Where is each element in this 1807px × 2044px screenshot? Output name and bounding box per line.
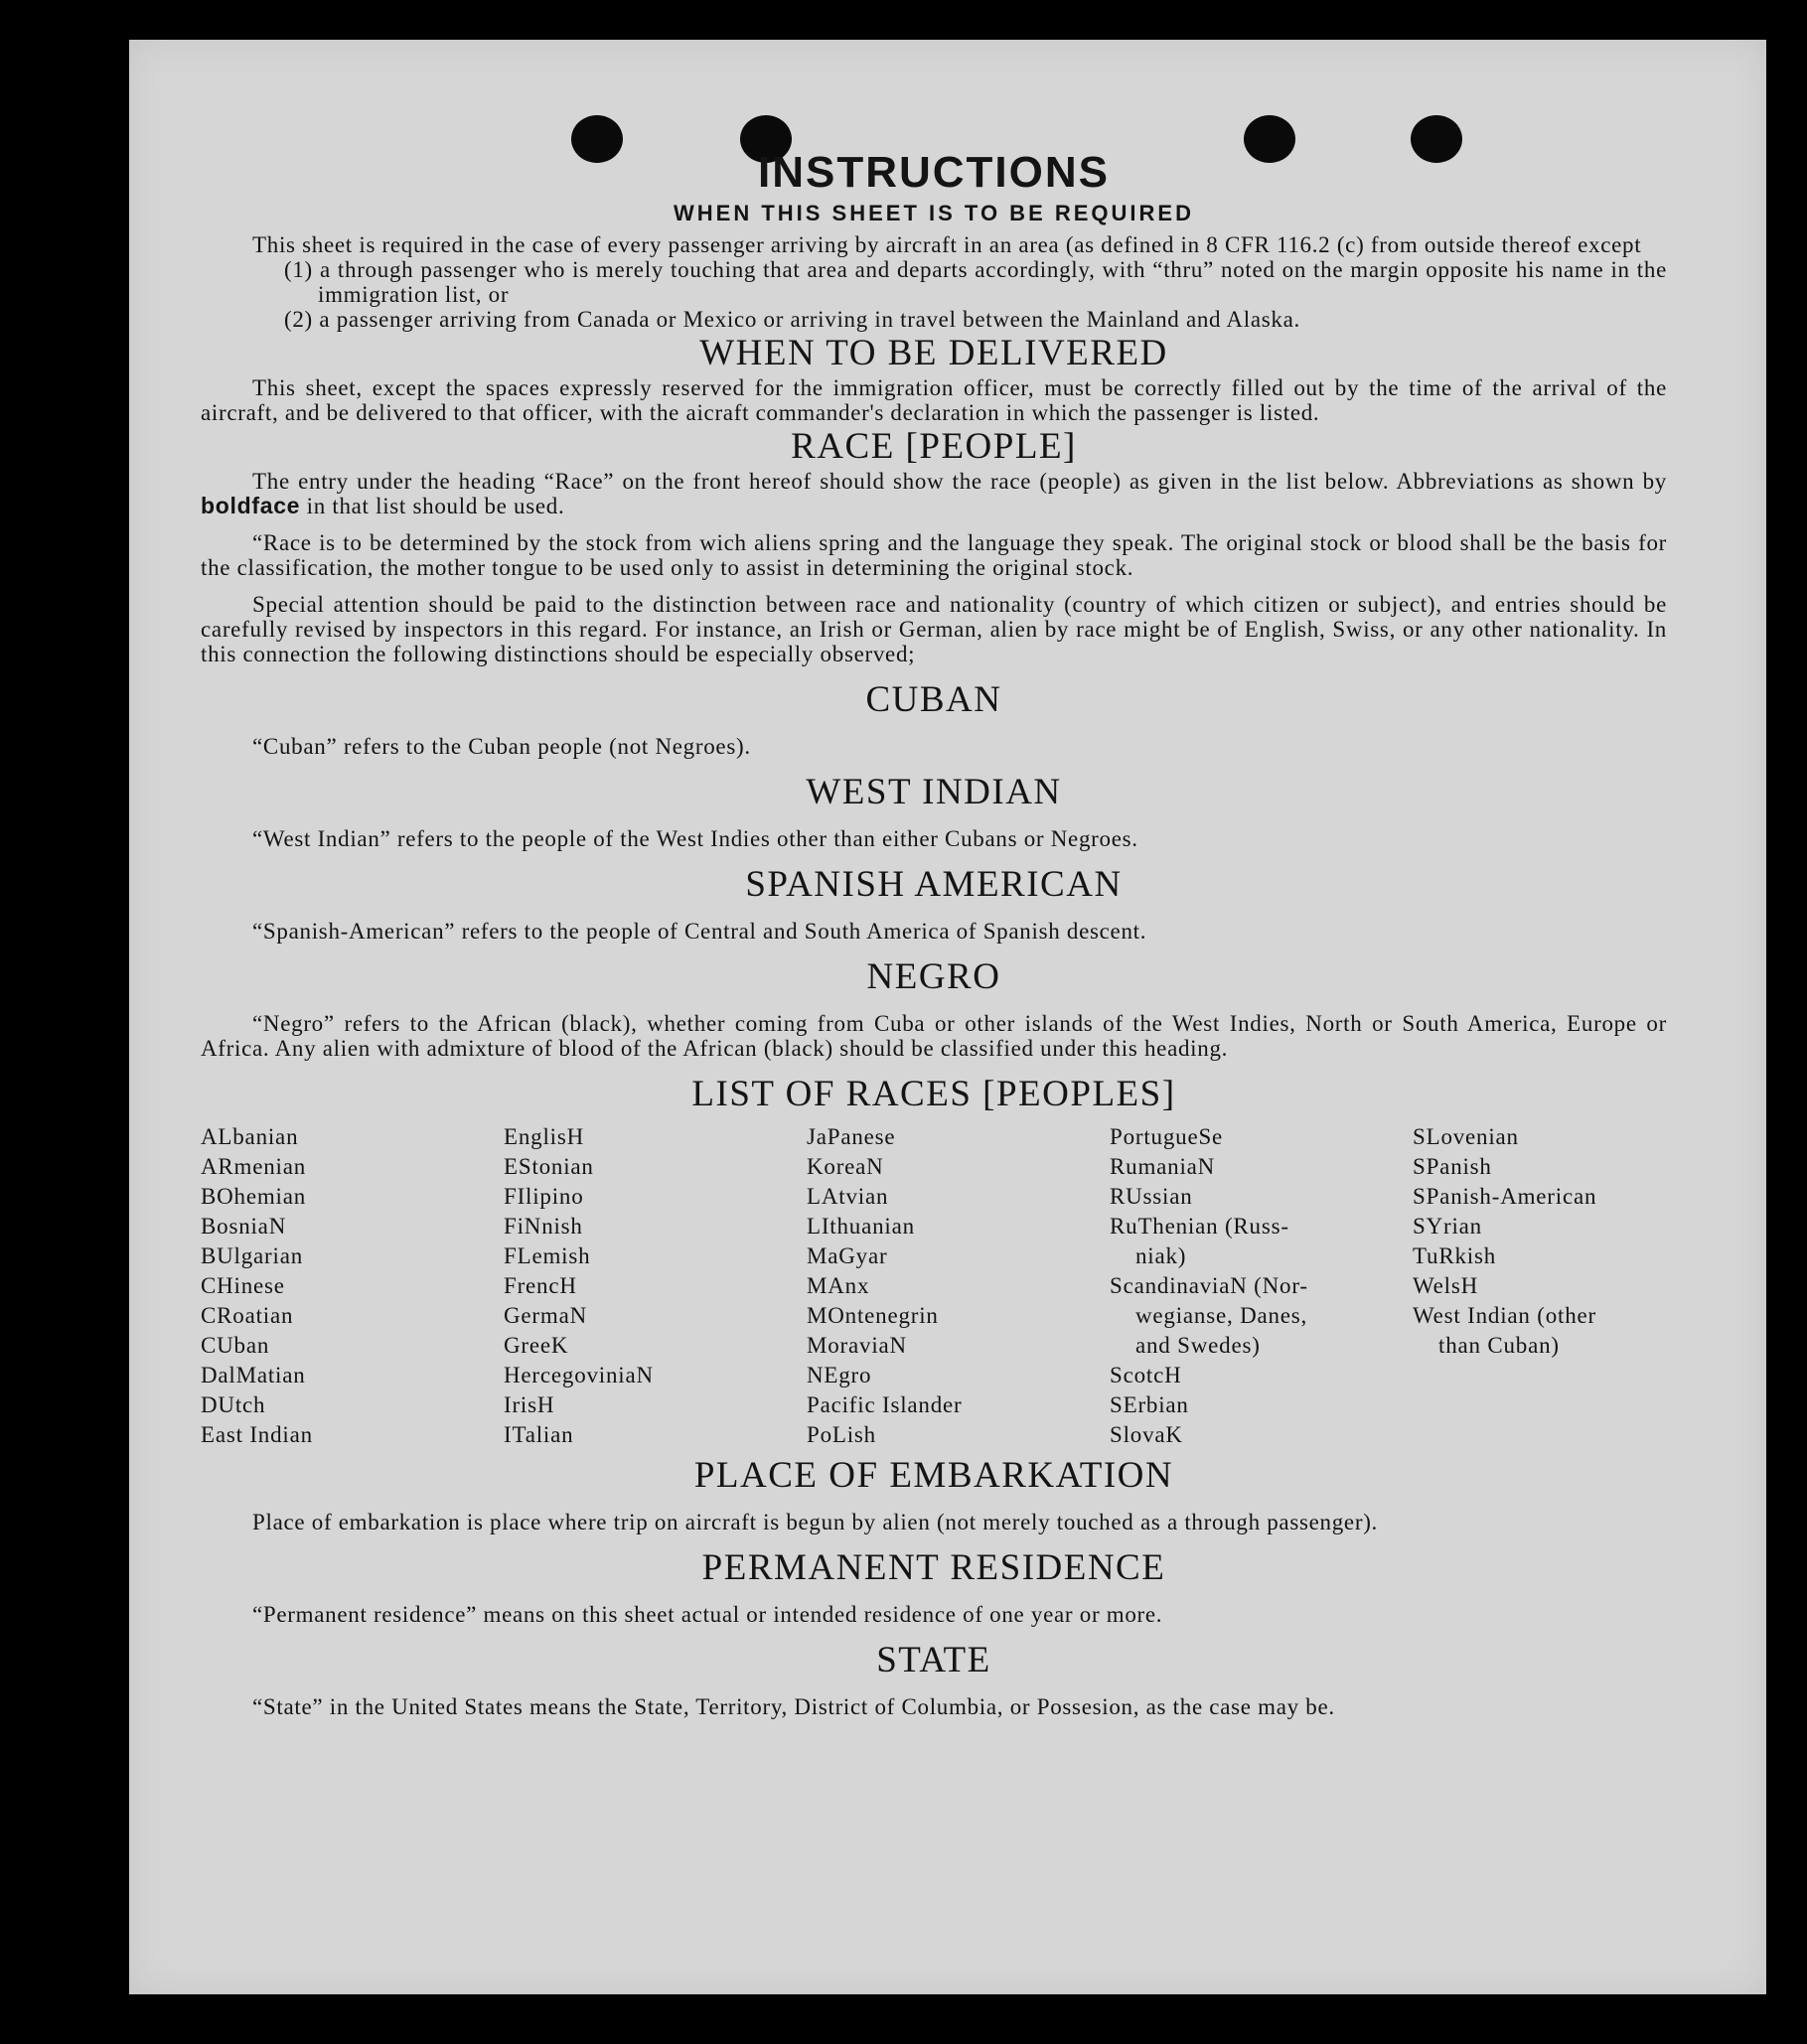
exception-2: (2) a passenger arriving from Canada or Mexico or arriving in travel between the Mainland and Alaska. [284, 307, 1300, 332]
boldface-word: boldface [201, 493, 301, 518]
list-item: FIlipino [504, 1184, 584, 1209]
spanish-american-paragraph: “Spanish-American” refers to the people of Central and South America of Spanish descent. [252, 919, 1147, 944]
list-item: SLovenian [1413, 1124, 1519, 1149]
spanish-american-heading: SPANISH AMERICAN [745, 864, 1123, 905]
list-item: ScandinaviaN (Nor- [1110, 1273, 1308, 1298]
list-item: SPanish-American [1413, 1184, 1597, 1209]
race-paragraph-3: Special attention should be paid to the distinction between race and nationality (country of which citizen or subject), and entries should be carefully revised by inspectors in this regard. For instance, an Irish or German, alien by race might be of English, Swiss, or any other nationality. In this connection the following distinctions should be especially observed; [201, 592, 1667, 666]
list-item: FiNnish [504, 1214, 583, 1239]
list-item: West Indian (other [1413, 1303, 1596, 1328]
list-item: MOntenegrin [807, 1303, 939, 1328]
list-item: MoraviaN [807, 1333, 907, 1358]
list-item: MaGyar [807, 1243, 888, 1268]
document-sheet [129, 40, 1766, 1994]
races-column-2 [504, 1122, 807, 1450]
list-item: Pacific Islander [807, 1392, 963, 1417]
list-item: RuThenian (Russ- [1110, 1214, 1289, 1239]
races-column-5 [1413, 1122, 1667, 1450]
list-item: CHinese [201, 1273, 285, 1298]
list-item: IrisH [504, 1392, 555, 1417]
cuban-paragraph: “Cuban” refers to the Cuban people (not Negroes). [252, 734, 751, 759]
race-heading: RACE [PEOPLE] [791, 426, 1077, 467]
list-item: BUlgarian [201, 1243, 304, 1268]
cuban-heading: CUBAN [865, 679, 1002, 720]
residence-heading: PERMANENT RESIDENCE [701, 1547, 1166, 1588]
list-item: ALbanian [201, 1124, 299, 1149]
list-item: TuRkish [1413, 1243, 1497, 1268]
list-item: HercegoviniaN [504, 1363, 654, 1387]
races-list [201, 1122, 1667, 1450]
list-item: SPanish [1413, 1154, 1492, 1179]
embarkation-paragraph: Place of embarkation is place where trip on aircraft is begun by alien (not merely touched as a through passenger). [252, 1510, 1379, 1534]
list-item: GermaN [504, 1303, 587, 1328]
races-column-1 [201, 1122, 504, 1450]
list-item: SlovaK [1110, 1422, 1183, 1447]
state-heading: STATE [876, 1640, 991, 1680]
list-item: RUssian [1110, 1184, 1193, 1209]
list-item-continuation: niak) [1135, 1243, 1187, 1268]
delivered-heading: WHEN TO BE DELIVERED [699, 333, 1168, 373]
list-item: PortugueSe [1110, 1124, 1224, 1149]
races-column-3 [807, 1122, 1110, 1450]
races-list-heading: LIST OF RACES [PEOPLES] [691, 1074, 1176, 1114]
list-item: SErbian [1110, 1392, 1189, 1417]
list-item: CUban [201, 1333, 270, 1358]
list-item: LIthuanian [807, 1214, 915, 1239]
list-item: NEgro [807, 1363, 872, 1387]
embarkation-heading: PLACE OF EMBARKATION [693, 1455, 1174, 1496]
race-p1-text-end: in that list should be used. [300, 494, 565, 518]
list-item: FrencH [504, 1273, 577, 1298]
list-item: RumaniaN [1110, 1154, 1216, 1179]
negro-heading: NEGRO [866, 956, 1001, 997]
delivered-paragraph: This sheet, except the spaces expressly reserved for the immigration officer, must be correctly filled out by the time of the arrival of the aircraft, and be delivered to that officer, with the aicraft commander's declaration in which the passenger is listed. [201, 375, 1667, 425]
west-indian-heading: WEST INDIAN [806, 772, 1062, 812]
list-item: JaPanese [807, 1124, 896, 1149]
list-item: ARmenian [201, 1154, 307, 1179]
instructions-title: INSTRUCTIONS [758, 148, 1110, 197]
list-item: East Indian [201, 1422, 313, 1447]
list-item: EnglisH [504, 1124, 584, 1149]
list-item-continuation: wegianse, Danes, [1135, 1303, 1308, 1328]
list-item: BosniaN [201, 1214, 287, 1239]
list-item: DalMatian [201, 1363, 306, 1387]
list-item: ScotcH [1110, 1363, 1182, 1387]
list-item: LAtvian [807, 1184, 889, 1209]
list-item: EStonian [504, 1154, 594, 1179]
list-item-continuation: than Cuban) [1438, 1333, 1560, 1358]
west-indian-paragraph: “West Indian” refers to the people of the West Indies other than either Cubans or Negroes. [252, 826, 1138, 851]
race-paragraph-1 [201, 469, 1667, 518]
intro-paragraph: This sheet is required in the case of every passenger arriving by aircraft in an area (as defined in 8 CFR 116.2 (c) from outside thereof except [252, 232, 1642, 257]
races-column-4 [1110, 1122, 1413, 1450]
list-item: DUtch [201, 1392, 266, 1417]
list-item: MAnx [807, 1273, 870, 1298]
state-paragraph: “State” in the United States means the State, Territory, District of Columbia, or Possesion, as the case may be. [252, 1694, 1335, 1719]
list-item: PoLish [807, 1422, 876, 1447]
negro-paragraph: “Negro” refers to the African (black), whether coming from Cuba or other islands of the West Indies, North or South America, Europe or Africa. Any alien with admixture of blood of the African (black) should be classified under this heading. [201, 1011, 1667, 1061]
list-item: CRoatian [201, 1303, 294, 1328]
instructions-content [201, 149, 1667, 1719]
race-p1-text: The entry under the heading “Race” on the front hereof should show the race (people) as given in the list below. Abbreviations as shown by [252, 469, 1667, 494]
list-item: WelsH [1413, 1273, 1479, 1298]
list-item: ITalian [504, 1422, 574, 1447]
exception-1: (1) a through passenger who is merely touching that area and departs accordingly, with “thru” noted on the margin opposite his name in the immigration list, or [284, 257, 1667, 307]
list-item: FLemish [504, 1243, 591, 1268]
instructions-subtitle: WHEN THIS SHEET IS TO BE REQUIRED [674, 201, 1194, 225]
list-item: GreeK [504, 1333, 569, 1358]
list-item: BOhemian [201, 1184, 307, 1209]
residence-paragraph: “Permanent residence” means on this sheet actual or intended residence of one year or more. [252, 1602, 1163, 1627]
list-item: KoreaN [807, 1154, 884, 1179]
list-item: SYrian [1413, 1214, 1482, 1239]
list-item-continuation: and Swedes) [1135, 1333, 1261, 1358]
race-paragraph-2: “Race is to be determined by the stock from wich aliens spring and the language they speak. The original stock or blood shall be the basis for the classification, the mother tongue to be used only to assist in determining the original stock. [201, 530, 1667, 580]
